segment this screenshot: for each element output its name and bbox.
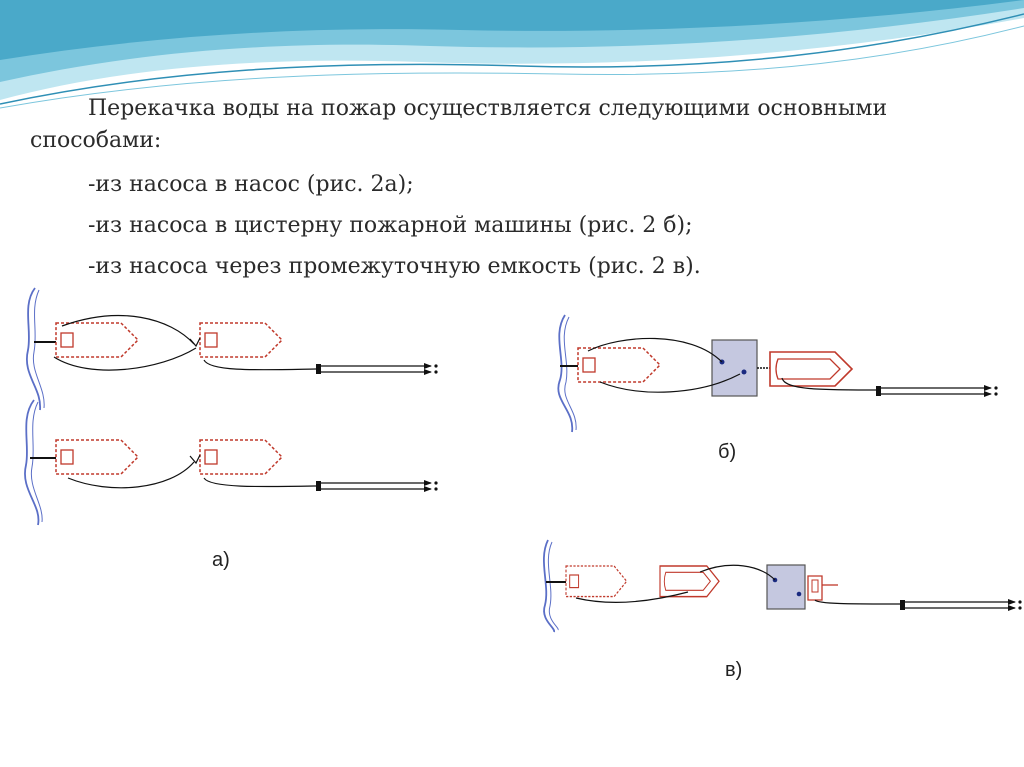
caption-v: в) [725,659,743,681]
hose-line [62,316,194,344]
caption-a: а) [212,549,230,571]
scheme-a-top [27,288,438,410]
scheme-v [544,540,1022,632]
water-source-shoreline [27,288,40,410]
method-pump-to-pump: -из насоса в насос (рис. 2а); [88,172,414,197]
method-pump-to-tank: -из насоса в цистерну пожарной машины (рис. 2 б); [88,213,693,238]
intro-line-1: Перекачка воды на пожар осуществляется следующими основными [88,96,888,121]
caption-b: б) [718,441,737,463]
intermediate-tank-box [712,340,757,396]
scheme-a-bottom [25,400,438,525]
intro-line-2: способами: [30,128,162,153]
intermediate-tank-box-v [767,565,805,609]
scheme-b [558,315,997,432]
method-via-intermediate-tank: -из насоса через промежуточную емкость (рис. 2 в). [88,254,701,279]
